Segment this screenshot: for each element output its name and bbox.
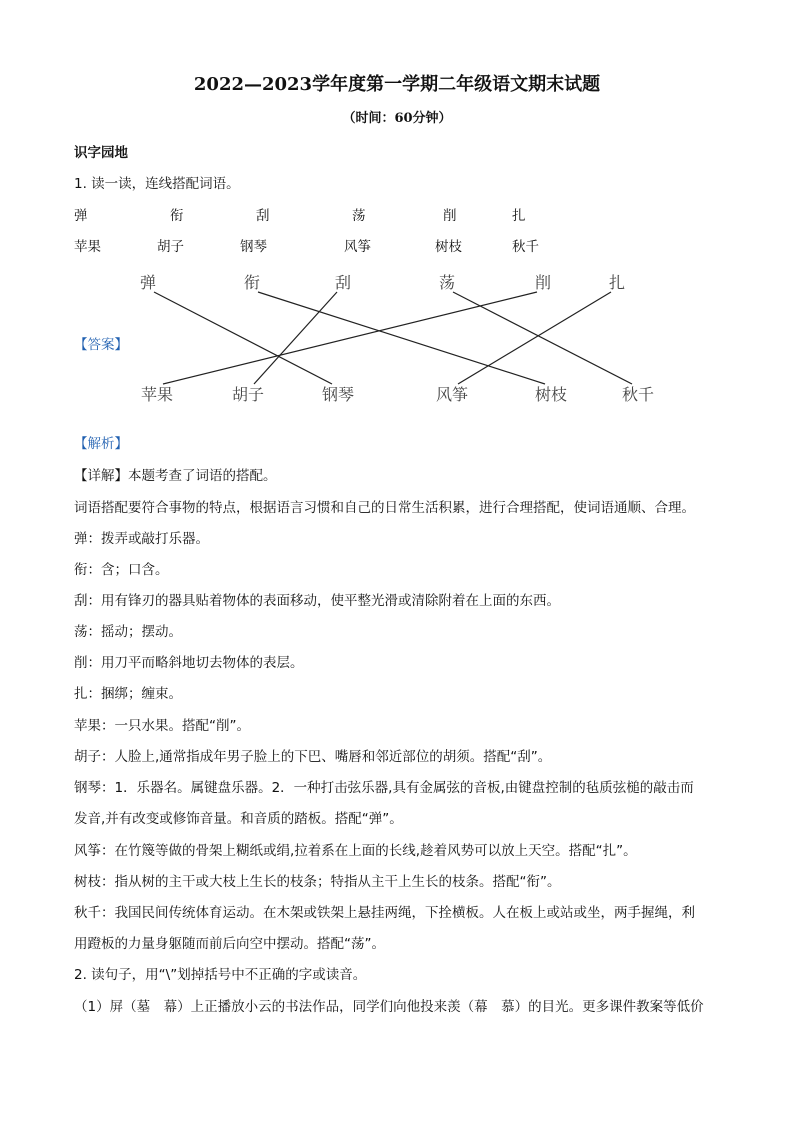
definition-line: 苹果：一只水果。搭配“削”。 bbox=[74, 718, 250, 734]
section-heading: 识字园地 bbox=[74, 145, 128, 161]
q1-bottom-word: 胡子 bbox=[157, 239, 184, 255]
q1-bottom-word: 树枝 bbox=[435, 239, 462, 255]
match-line bbox=[258, 292, 545, 384]
q1-top-char: 刮 bbox=[256, 208, 270, 224]
match-line bbox=[254, 292, 337, 384]
q1-top-char: 扎 bbox=[512, 208, 526, 224]
definition-line: 衔：含；口含。 bbox=[74, 562, 169, 578]
diagram-top-char: 荡 bbox=[438, 273, 456, 292]
diagram-bottom-word: 胡子 bbox=[231, 385, 265, 404]
definition-line: 扎：捆绑；缠束。 bbox=[74, 686, 182, 702]
diagram-top-char: 扎 bbox=[608, 273, 626, 292]
detail-text: 本题考查了词语的搭配。 bbox=[128, 468, 277, 484]
definition-line: 发音,并有改变或修饰音量。和音质的踏板。搭配“弹”。 bbox=[74, 811, 403, 827]
diagram-top-char: 弹 bbox=[139, 273, 157, 292]
q1-top-char: 荡 bbox=[352, 208, 366, 224]
q1-top-char: 衔 bbox=[170, 208, 184, 224]
q1-bottom-word: 秋千 bbox=[512, 239, 539, 255]
question-1-prompt: 1. 读一读，连线搭配词语。 bbox=[74, 176, 240, 192]
question-2-prompt: 2. 读句子，用“\”划掉括号中不正确的字或读音。 bbox=[74, 967, 367, 983]
definition-line: 树枝：指从树的主干或大枝上生长的枝条；特指从主干上生长的枝条。搭配“衔”。 bbox=[74, 874, 561, 890]
definition-line: 风筝：在竹篾等做的骨架上糊纸或绢,拉着系在上面的长线,趁着风势可以放上天空。搭配“扎”。 bbox=[74, 843, 637, 859]
answer-label: 【答案】 bbox=[74, 337, 128, 353]
analysis-label: 【解析】 bbox=[74, 436, 128, 452]
question-2-line-1: （1）屏（墓 幕）上正播放小云的书法作品，同学们向他投来羡（幕 慕）的目光。更多课件教案等低价 bbox=[74, 999, 704, 1015]
analysis-intro: 词语搭配要符合事物的特点，根据语言习惯和自己的日常生活积累，进行合理搭配，使词语通顺、合理。 bbox=[74, 500, 695, 516]
definition-line: 用蹬板的力量身躯随而前后向空中摆动。搭配“荡”。 bbox=[74, 936, 385, 952]
q1-bottom-word: 风筝 bbox=[344, 239, 371, 255]
diagram-bottom-word: 钢琴 bbox=[321, 385, 355, 404]
q1-bottom-word: 苹果 bbox=[74, 239, 101, 255]
diagram-top-char: 衔 bbox=[243, 273, 261, 292]
diagram-bottom-word: 风筝 bbox=[435, 385, 469, 404]
match-line bbox=[154, 292, 332, 384]
q1-top-char: 弹 bbox=[74, 208, 88, 224]
diagram-bottom-word: 树枝 bbox=[534, 385, 568, 404]
definition-line: 秋千：我国民间传统体育运动。在木架或铁架上悬挂两绳，下拴横板。人在板上或站或坐，两手握绳，利 bbox=[74, 905, 695, 921]
definition-line: 胡子：人脸上,通常指成年男子脸上的下巴、嘴唇和邻近部位的胡须。搭配“刮”。 bbox=[74, 749, 552, 765]
definition-line: 弹：拨弄或敲打乐器。 bbox=[74, 531, 209, 547]
q1-top-char: 削 bbox=[443, 208, 457, 224]
page-subtitle: （时间：60分钟） bbox=[342, 111, 452, 126]
diagram-bottom-word: 苹果 bbox=[140, 385, 174, 404]
definition-line: 削：用刀平而略斜地切去物体的表层。 bbox=[74, 655, 304, 671]
definition-line: 钢琴：1．乐器名。属键盘乐器。2．一种打击弦乐器,具有金属弦的音板,由键盘控制的毡质弦槌的敲击而 bbox=[74, 780, 694, 796]
diagram-top-char: 刮 bbox=[334, 273, 352, 292]
diagram-bottom-word: 秋千 bbox=[621, 385, 655, 404]
definition-line: 荡：摇动；摆动。 bbox=[74, 624, 182, 640]
detail-label: 【详解】 bbox=[74, 468, 128, 484]
q1-bottom-word: 钢琴 bbox=[240, 239, 267, 255]
page-title: 2022—2023学年度第一学期二年级语文期末试题 bbox=[193, 74, 601, 95]
detail-line bbox=[74, 464, 277, 484]
diagram-top-char: 削 bbox=[534, 273, 552, 292]
definition-line: 刮：用有锋刃的器具贴着物体的表面移动，使平整光滑或清除附着在上面的东西。 bbox=[74, 593, 560, 609]
